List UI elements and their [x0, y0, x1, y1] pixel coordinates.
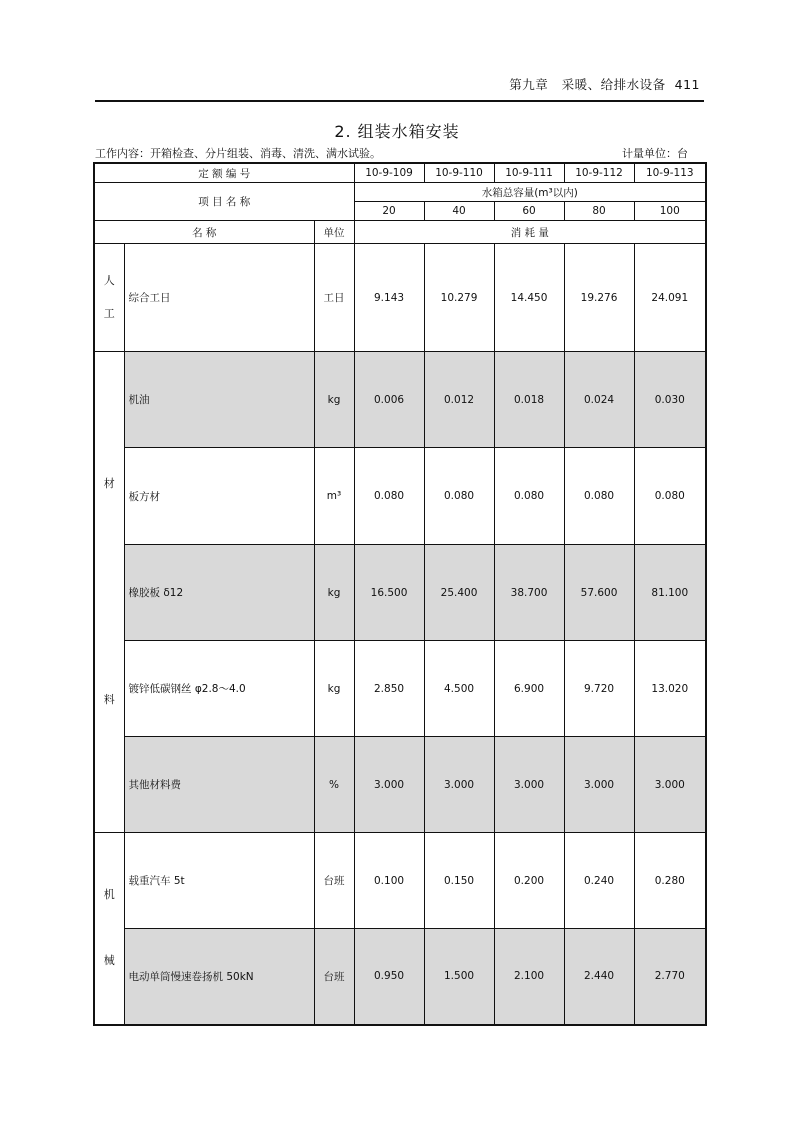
value-cell: 0.080 [494, 448, 564, 545]
value-cell: 9.720 [564, 641, 634, 737]
capacity-label: 水箱总容量(m³以内) [354, 183, 706, 202]
value-cell: 0.100 [354, 833, 424, 929]
table-row [94, 641, 706, 737]
group-label [94, 244, 124, 352]
group-label-char: 械 [103, 954, 115, 968]
item-name: 板方材 [124, 448, 314, 545]
group-label [94, 833, 124, 1025]
item-unit: kg [314, 641, 354, 737]
value-cell: 0.200 [494, 833, 564, 929]
header-name-row [94, 221, 706, 244]
item-name: 橡胶板 δ12 [124, 545, 314, 641]
value-cell: 6.900 [494, 641, 564, 737]
table-row [94, 545, 706, 641]
value-cell: 16.500 [354, 545, 424, 641]
group-label-char: 人 [103, 274, 115, 288]
value-cell: 0.080 [354, 448, 424, 545]
table-row [94, 737, 706, 833]
table-row [94, 352, 706, 448]
value-cell: 25.400 [424, 545, 494, 641]
value-cell: 0.030 [634, 352, 706, 448]
group-label-char: 机 [103, 887, 115, 901]
code-cell: 10-9-112 [564, 163, 634, 183]
item-unit: 台班 [314, 929, 354, 1025]
value-cell: 3.000 [424, 737, 494, 833]
value-cell: 2.770 [634, 929, 706, 1025]
value-cell: 14.450 [494, 244, 564, 352]
value-cell: 0.080 [634, 448, 706, 545]
item-name: 其他材料费 [124, 737, 314, 833]
unit-label: 计量单位：台 [622, 147, 688, 160]
value-cell: 3.000 [564, 737, 634, 833]
value-cell: 13.020 [634, 641, 706, 737]
value-cell: 0.240 [564, 833, 634, 929]
running-header-text: 第九章 采暖、给排水设备 411 [509, 77, 700, 92]
item-unit: kg [314, 545, 354, 641]
code-label: 定 额 编 号 [94, 163, 354, 183]
value-cell: 3.000 [634, 737, 706, 833]
value-cell: 3.000 [354, 737, 424, 833]
item-unit: kg [314, 352, 354, 448]
value-cell: 3.000 [494, 737, 564, 833]
capacity-cell: 60 [494, 202, 564, 221]
value-cell: 81.100 [634, 545, 706, 641]
work-content: 工作内容：开箱检查、分片组装、消毒、清洗、满水试验。 [95, 147, 381, 160]
header-code-row [94, 163, 706, 183]
value-cell: 0.280 [634, 833, 706, 929]
code-cell: 10-9-113 [634, 163, 706, 183]
section-title: 2. 组装水箱安装 [334, 122, 460, 141]
value-cell: 0.950 [354, 929, 424, 1025]
table-row [94, 929, 706, 1025]
code-cell: 10-9-111 [494, 163, 564, 183]
value-cell: 2.850 [354, 641, 424, 737]
capacity-cell: 80 [564, 202, 634, 221]
value-cell: 0.006 [354, 352, 424, 448]
value-cell: 10.279 [424, 244, 494, 352]
value-cell: 24.091 [634, 244, 706, 352]
group-label-char: 料 [103, 693, 115, 706]
item-name: 镀锌低碳钢丝 φ2.8～4.0 [124, 641, 314, 737]
value-cell: 0.012 [424, 352, 494, 448]
group-label [94, 352, 124, 833]
item-name: 综合工日 [124, 244, 314, 352]
value-cell: 57.600 [564, 545, 634, 641]
group-label-char: 材 [103, 476, 115, 490]
table-row [94, 244, 706, 352]
item-unit: 工日 [314, 244, 354, 352]
table-row [94, 448, 706, 545]
item-unit: m³ [314, 448, 354, 545]
code-cell: 10-9-110 [424, 163, 494, 183]
value-cell: 0.080 [564, 448, 634, 545]
value-cell: 0.018 [494, 352, 564, 448]
item-label: 项 目 名 称 [94, 183, 354, 221]
item-name: 载重汽车 5t [124, 833, 314, 929]
capacity-cell: 100 [634, 202, 706, 221]
consumption-label: 消 耗 量 [354, 221, 706, 244]
group-label-char: 工 [103, 306, 115, 320]
capacity-cell: 20 [354, 202, 424, 221]
item-name: 机油 [124, 352, 314, 448]
code-cell: 10-9-109 [354, 163, 424, 183]
quota-table [93, 162, 707, 1026]
unit-col-label: 单位 [314, 221, 354, 244]
value-cell: 0.024 [564, 352, 634, 448]
item-unit: 台班 [314, 833, 354, 929]
name-label: 名 称 [94, 221, 314, 244]
value-cell: 38.700 [494, 545, 564, 641]
value-cell: 19.276 [564, 244, 634, 352]
value-cell: 2.100 [494, 929, 564, 1025]
value-cell: 0.150 [424, 833, 494, 929]
running-header [95, 70, 704, 102]
table-row [94, 833, 706, 929]
capacity-cell: 40 [424, 202, 494, 221]
value-cell: 9.143 [354, 244, 424, 352]
value-cell: 2.440 [564, 929, 634, 1025]
item-unit: % [314, 737, 354, 833]
value-cell: 4.500 [424, 641, 494, 737]
value-cell: 0.080 [424, 448, 494, 545]
value-cell: 1.500 [424, 929, 494, 1025]
header-capacity-row [94, 183, 706, 202]
item-name: 电动单筒慢速卷扬机 50kN [124, 929, 314, 1025]
